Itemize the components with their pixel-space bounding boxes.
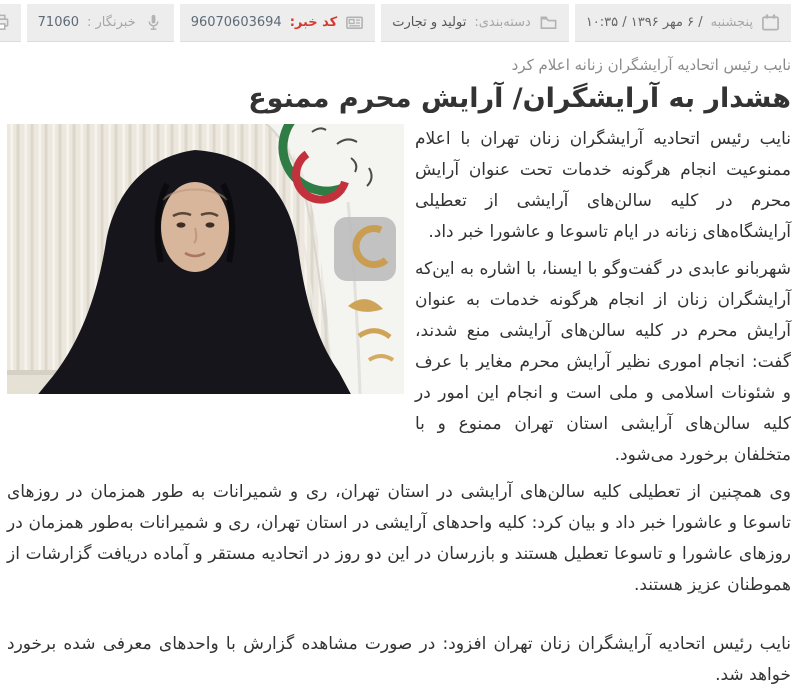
reporter-value: 71060 xyxy=(38,15,81,30)
reporter-segment xyxy=(28,4,175,42)
date-segment xyxy=(576,4,792,42)
paragraph: نایب رئیس اتحادیه آرایشگران زنان تهران با اعلام ممنوعیت انجام هرگونه خدمات تحت عنوان آرایش محرم در کلیه سالن‌های آرایشی از تعطیلی آرایشگاه‌های زنانه در ایام تاسوعا و عاشورا خبر داد. xyxy=(416,129,792,242)
date-value: / ۶ مهر ۱۳۹۶ / ۱۰:۳۵ xyxy=(586,15,704,30)
printer-icon xyxy=(0,13,11,32)
calendar-icon xyxy=(762,13,781,32)
category-link[interactable]: تولید و تجارت xyxy=(393,15,468,30)
article-photo-image xyxy=(8,124,405,394)
news-code-value: 96070603694 xyxy=(191,15,283,30)
paragraph: وی همچنین از تعطیلی کلیه سالن‌های آرایشی در استان تهران، ری و شمیرانات به طور همزمان در روزهای تاسوعا و عاشورا خبر داد و بیان کرد: کلیه واحدهای آرایشی در استان تهران، ری و شمیرانات به‌طور همزمان در روزهای عاشورا و تاسوعا تعطیل هستند و بازرسان در این دو روز در اتحادیه مستقر و آماده دریافت گزارشات از هموطنان عزیز هستند. xyxy=(8,482,792,595)
date-day: پنجشنبه xyxy=(711,15,754,30)
print-button[interactable] xyxy=(0,4,22,42)
paragraph: شهربانو عابدی در گفت‌وگو با ایسنا، با اشاره به این‌که آرایشگران زنان از انجام هرگونه خدمات به عنوان آرایش محرم در کلیه سالن‌های آرایشی منع شدند، گفت: انجام اموری نظیر آرایش محرم مغایر با عرف و شئونات اسلامی و ملی است و انجام این امور در کلیه سالن‌های آرایشی استان تهران ممنوع و با متخلفان برخورد می‌شود. xyxy=(416,259,792,465)
microphone-icon xyxy=(145,13,164,32)
article-page xyxy=(0,4,800,691)
meta-bar xyxy=(13,4,792,42)
folder-icon xyxy=(540,13,559,32)
news-code-label: کد خبر: xyxy=(290,15,339,30)
lead-text-column xyxy=(416,124,792,471)
article-photo xyxy=(8,124,405,394)
article-kicker: نایب رئیس اتحادیه آرایشگران زنانه اعلام کرد xyxy=(512,56,792,74)
paragraph: نایب رئیس اتحادیه آرایشگران زنان تهران افزود: در صورت مشاهده گزارش با واحدهای معرفی شده برخورد خواهد شد. xyxy=(8,634,792,685)
newspaper-icon xyxy=(346,13,365,32)
category-segment xyxy=(382,4,570,42)
article-lead xyxy=(8,124,792,471)
article-title: هشدار به آرایشگران/ آرایش محرم ممنوع xyxy=(249,83,792,114)
reporter-label: خبرنگار : xyxy=(88,15,137,30)
news-code-segment xyxy=(181,4,377,42)
category-label: دسته‌بندی: xyxy=(475,15,532,30)
